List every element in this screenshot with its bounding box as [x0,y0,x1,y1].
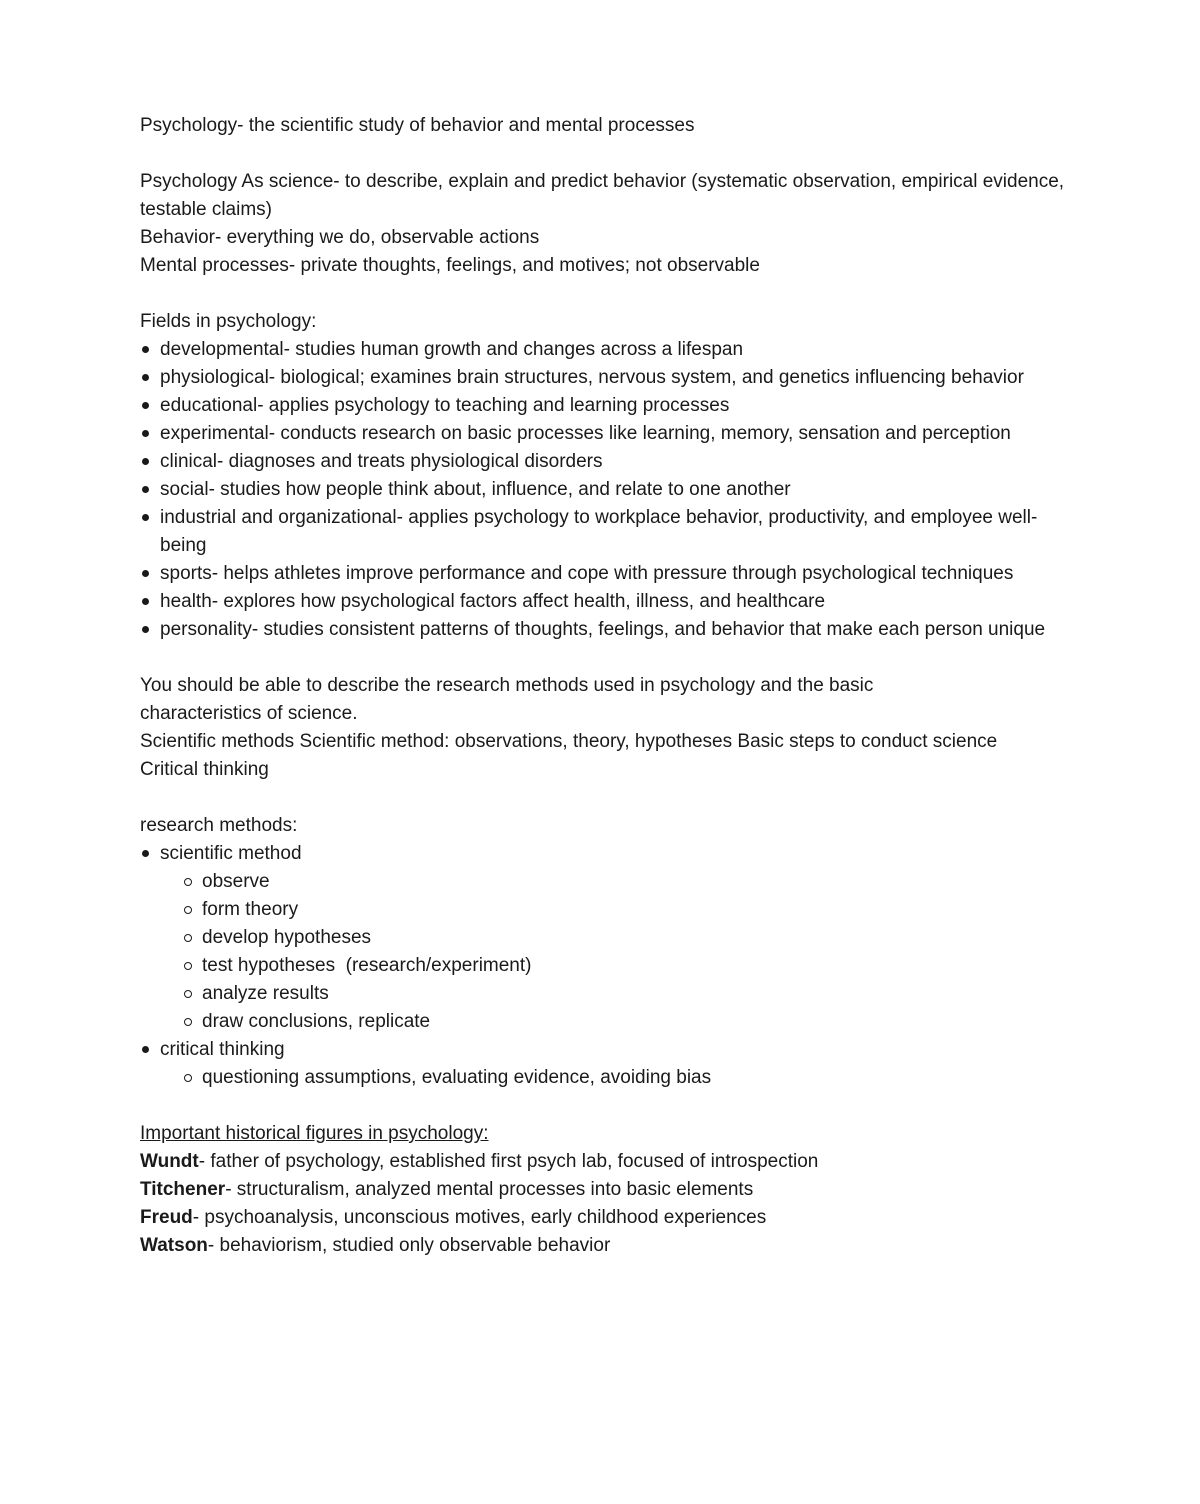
figures-heading: Important historical figures in psychology: [140,1123,489,1144]
methods-paragraph: Scientific methods Scientific method: observations, theory, hypotheses Basic steps to conduct science Critical thinking [140,731,998,780]
figure-row [140,1232,1070,1260]
figure-row [140,1176,1070,1204]
list-item: industrial and organizational- applies psychology to workplace behavior, productivity, and employee well-being [140,504,1070,560]
definition-line: Psychology- the scientific study of behavior and mental processes [140,115,695,136]
figure-row [140,1204,1070,1232]
science-paragraph: Psychology As science- to describe, explain and predict behavior (systematic observation, empirical evidence, testable claims) [140,171,1065,220]
spacer [140,644,1070,672]
scientific-method-steps [140,868,1070,1036]
spacer [140,280,1070,308]
document-page [140,112,1070,1260]
list-item [140,840,1070,868]
scientific-method-label: scientific method [160,843,302,864]
list-item: social- studies how people think about, influence, and relate to one another [140,476,1070,504]
figure-name: Watson [140,1235,208,1256]
list-item: experimental- conducts research on basic processes like learning, memory, sensation and perception [140,420,1070,448]
fields-list [140,336,1070,644]
behavior-line: Behavior- everything we do, observable actions [140,227,540,248]
figure-desc: - behaviorism, studied only observable behavior [207,1235,611,1256]
critical-thinking-label: critical thinking [160,1039,285,1060]
spacer [140,140,1070,168]
list-item: physiological- biological; examines brain structures, nervous system, and genetics influencing behavior [140,364,1070,392]
figure-name: Titchener [140,1179,226,1200]
spacer [140,784,1070,812]
spacer [140,1092,1070,1120]
figure-desc: - father of psychology, established first psych lab, focused of introspection [198,1151,819,1172]
critical-thinking-items [140,1064,1070,1092]
list-item: clinical- diagnoses and treats physiological disorders [140,448,1070,476]
list-item: personality- studies consistent patterns of thoughts, feelings, and behavior that make each person unique [140,616,1070,644]
describe-paragraph: You should be able to describe the research methods used in psychology and the basic characteristics of science. [140,675,874,724]
research-heading: research methods: [140,815,298,836]
research-list-2 [140,1036,1070,1064]
figure-row [140,1148,1070,1176]
sub-list-item: form theory [140,896,1070,924]
list-item: educational- applies psychology to teaching and learning processes [140,392,1070,420]
sub-list-item: develop hypotheses [140,924,1070,952]
sub-list-item: analyze results [140,980,1070,1008]
figure-name: Freud [140,1207,193,1228]
list-item: developmental- studies human growth and changes across a lifespan [140,336,1070,364]
research-list [140,840,1070,868]
list-item: health- explores how psychological factors affect health, illness, and healthcare [140,588,1070,616]
mental-processes-line: Mental processes- private thoughts, feelings, and motives; not observable [140,255,760,276]
sub-list-item: questioning assumptions, evaluating evidence, avoiding bias [140,1064,1070,1092]
list-item: sports- helps athletes improve performance and cope with pressure through psychological techniques [140,560,1070,588]
sub-list-item: draw conclusions, replicate [140,1008,1070,1036]
fields-heading: Fields in psychology: [140,311,317,332]
figure-desc: - structuralism, analyzed mental processes into basic elements [225,1179,754,1200]
sub-list-item: test hypotheses (research/experiment) [140,952,1070,980]
list-item [140,1036,1070,1064]
figure-name: Wundt [140,1151,199,1172]
sub-list-item: observe [140,868,1070,896]
figure-desc: - psychoanalysis, unconscious motives, early childhood experiences [192,1207,767,1228]
